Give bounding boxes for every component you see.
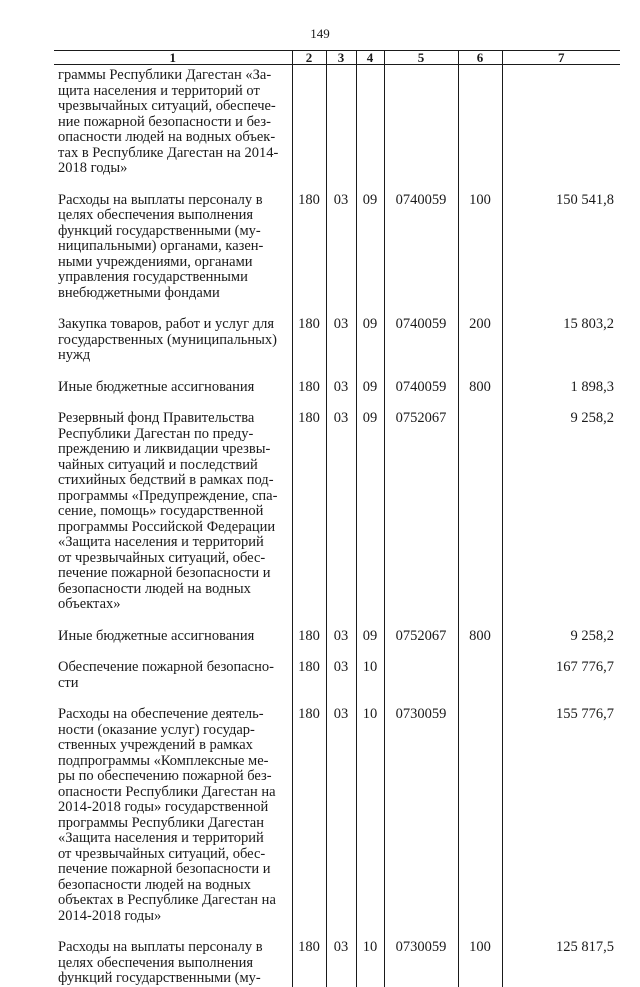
header-col-2: 2 (292, 51, 326, 65)
table-header-row (54, 51, 620, 65)
row-code-expense-type: 100 (458, 940, 502, 987)
row-amount: 9 258,2 (502, 629, 620, 661)
row-code-expense-type (458, 65, 502, 193)
row-code-expense-type: 200 (458, 317, 502, 380)
row-code-target: 0730059 (384, 707, 458, 940)
table-row (54, 65, 620, 193)
row-code-target (384, 65, 458, 193)
header-col-3: 3 (326, 51, 356, 65)
table-row (54, 317, 620, 380)
row-code-ministry: 180 (292, 707, 326, 940)
row-code-expense-type (458, 411, 502, 629)
table-row (54, 660, 620, 707)
row-code-ministry: 180 (292, 317, 326, 380)
row-code-expense-type: 800 (458, 629, 502, 661)
row-code-expense-type: 100 (458, 193, 502, 318)
row-code-ministry: 180 (292, 380, 326, 412)
row-code-section: 03 (326, 193, 356, 318)
row-code-target: 0740059 (384, 193, 458, 318)
table-row (54, 940, 620, 987)
row-code-subsection: 09 (356, 380, 384, 412)
row-code-subsection: 10 (356, 660, 384, 707)
row-code-target: 0752067 (384, 411, 458, 629)
row-code-ministry: 180 (292, 940, 326, 987)
header-col-7: 7 (502, 51, 620, 65)
table-row (54, 629, 620, 661)
row-code-expense-type: 800 (458, 380, 502, 412)
row-code-subsection: 09 (356, 629, 384, 661)
header-col-4: 4 (356, 51, 384, 65)
row-code-subsection: 09 (356, 317, 384, 380)
row-code-target: 0730059 (384, 940, 458, 987)
row-amount: 15 803,2 (502, 317, 620, 380)
row-description: Расходы на обеспечение деятель- ности (оказание услуг) государ- ственных учреждений в рамках подпрограммы «Комплексные ме- ры по обеспечению пожарной без- опасности Республики Дагестан на 2014-2018 годы» государственной программы Республики Дагестан «Защита населения и территорий от чрезвычайных ситуаций, обес- печение пожарной безопасности и безопасности людей на водных объектах в Республике Дагестан на 2014-2018 годы» (58, 706, 276, 924)
row-code-section: 03 (326, 317, 356, 380)
table-row (54, 707, 620, 940)
row-code-target (384, 660, 458, 707)
row-amount: 125 817,5 (502, 940, 620, 987)
budget-table (54, 50, 620, 987)
page-number: 149 (310, 26, 330, 41)
row-code-section: 03 (326, 380, 356, 412)
table-row (54, 380, 620, 412)
row-code-expense-type (458, 707, 502, 940)
row-code-target: 0740059 (384, 380, 458, 412)
row-code-subsection: 09 (356, 193, 384, 318)
row-code-expense-type (458, 660, 502, 707)
row-code-section: 03 (326, 940, 356, 987)
row-description: Расходы на выплаты персоналу в целях обеспечения выполнения функций государственными (му- (58, 939, 263, 986)
row-amount (502, 65, 620, 193)
row-code-target: 0752067 (384, 629, 458, 661)
row-code-ministry (292, 65, 326, 193)
row-code-ministry: 180 (292, 660, 326, 707)
header-col-5: 5 (384, 51, 458, 65)
table-body (54, 65, 620, 987)
header-col-6: 6 (458, 51, 502, 65)
row-code-subsection: 10 (356, 707, 384, 940)
header-col-1: 1 (54, 51, 292, 65)
row-code-section (326, 65, 356, 193)
row-description: граммы Республики Дагестан «За- щита населения и территорий от чрезвычайных ситуаций, обеспече- ние пожарной безопасности и без- опасности людей на водных объек- тах в Республике Дагестан на 2014- 2018 годы» (58, 67, 279, 176)
budget-table-container (54, 50, 620, 986)
row-description: Иные бюджетные ассигнования (58, 378, 255, 395)
row-description: Закупка товаров, работ и услуг для государственных (муниципальных) нужд (58, 316, 277, 363)
row-code-subsection: 09 (356, 411, 384, 629)
row-description: Расходы на выплаты персоналу в целях обеспечения выполнения функций государственными (му- ниципальными) органами, казен- ными учреждениями, органами управления государственными внебюджетными фондами (58, 191, 264, 301)
row-code-subsection: 10 (356, 940, 384, 987)
row-description: Обеспечение пожарной безопасно- сти (58, 659, 274, 691)
row-amount: 167 776,7 (502, 660, 620, 707)
row-code-section: 03 (326, 411, 356, 629)
row-code-subsection (356, 65, 384, 193)
row-amount: 1 898,3 (502, 380, 620, 412)
row-code-target: 0740059 (384, 317, 458, 380)
row-code-ministry: 180 (292, 193, 326, 318)
row-description: Резервный фонд Правительства Республики Дагестан по преду- преждению и ликвидации чрезвы- чайных ситуаций и последствий стихийных бедствий в рамках под- программы «Предупреждение, спа- сение, помощь» государственной программы Российской Федерации «Защита населения и территорий от чрезвычайных ситуаций, обес- печение пожарной безопасности и безопасности людей на водных объектах» (58, 410, 278, 612)
row-code-section: 03 (326, 660, 356, 707)
row-code-section: 03 (326, 707, 356, 940)
row-description: Иные бюджетные ассигнования (58, 627, 255, 644)
row-amount: 9 258,2 (502, 411, 620, 629)
row-code-ministry: 180 (292, 411, 326, 629)
table-row (54, 193, 620, 318)
table-row (54, 411, 620, 629)
row-amount: 155 776,7 (502, 707, 620, 940)
row-code-ministry: 180 (292, 629, 326, 661)
row-code-section: 03 (326, 629, 356, 661)
row-amount: 150 541,8 (502, 193, 620, 318)
